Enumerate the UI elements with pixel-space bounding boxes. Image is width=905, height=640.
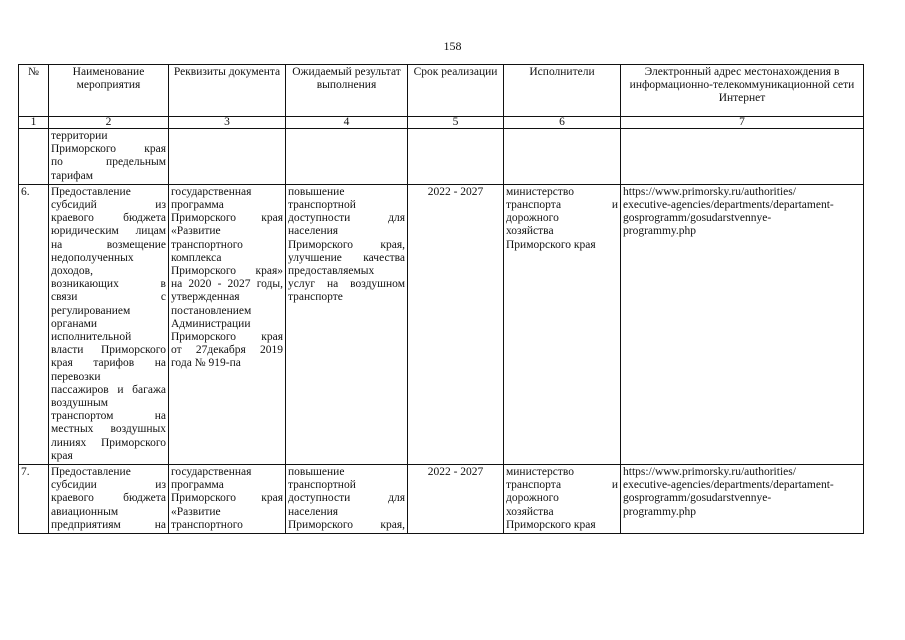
text-line: Приморского края — [171, 212, 283, 225]
text-line: на возмещение — [51, 238, 166, 251]
text-line: транспортного — [171, 238, 243, 251]
text-line: края — [51, 449, 73, 462]
text-line: транспортом на — [51, 410, 166, 423]
text-line: транспорта и — [506, 199, 618, 212]
text-line: тарифам — [51, 169, 94, 182]
text-line: по предельным — [51, 156, 166, 169]
text-line: хозяйства — [506, 225, 554, 238]
text-line: доступности для — [288, 212, 405, 225]
cell-name — [49, 129, 169, 185]
text-line: доступности для — [288, 492, 405, 505]
header-cell-result: Ожидаемый результат выполнения — [286, 65, 408, 117]
text-line: возникающих в — [51, 278, 166, 291]
text-line: Приморского края — [506, 238, 596, 251]
cell-result — [286, 129, 408, 185]
column-number: 7 — [621, 117, 864, 129]
text-line: субсидии из — [51, 479, 166, 492]
text-line: программа — [171, 199, 224, 212]
text-line: доходов, — [51, 265, 93, 278]
url-line: programmy.php — [623, 225, 697, 238]
text-line: министерство — [506, 185, 574, 198]
header-cell-name: Наименование мероприятия — [49, 65, 169, 117]
table-row-continuation — [19, 129, 864, 185]
text-line: пассажиров и багажа — [51, 383, 166, 396]
text-line: предприятиям на — [51, 518, 166, 531]
text-line: предоставляемых — [288, 265, 375, 278]
text-line: дорожного — [506, 212, 559, 225]
measures-table — [18, 64, 864, 534]
page-number: 158 — [443, 39, 462, 53]
text-line: постановлением — [171, 304, 252, 317]
text-line: Предоставление — [51, 185, 131, 198]
text-line: органами — [51, 317, 98, 330]
text-line: авиационным — [51, 505, 119, 518]
text-line: государственная — [171, 185, 252, 198]
text-line: «Развитие — [171, 505, 221, 518]
header-cell-period: Срок реализации — [408, 65, 504, 117]
text-line: министерство — [506, 466, 574, 479]
text-line: «Развитие — [171, 225, 221, 238]
text-line: регулированием — [51, 304, 131, 317]
header-cell-url: Электронный адрес местонахождения в информационно-телекоммуникационной сети Интернет — [621, 65, 864, 117]
column-number: 1 — [19, 117, 49, 129]
text-line: Приморского края, — [288, 518, 405, 531]
url-line: executive-agencies/departments/departament- — [623, 199, 834, 212]
url-line: https://www.primorsky.ru/authorities/ — [623, 185, 796, 198]
text-line: юридическим лицам — [51, 225, 166, 238]
cell-result — [286, 184, 408, 464]
text-line: Приморского края» — [171, 265, 283, 278]
header-cell-document: Реквизиты документа — [169, 65, 286, 117]
text-line: государственная — [171, 466, 252, 479]
cell-executors — [504, 129, 621, 185]
url-line: https://www.primorsky.ru/authorities/ — [623, 466, 796, 479]
text-line: недополученных — [51, 251, 134, 264]
cell-document — [169, 184, 286, 464]
text-line: населения — [288, 505, 339, 518]
text-line: линиях Приморского — [51, 436, 166, 449]
cell-number: 6. — [19, 184, 49, 464]
text-line: субсидий из — [51, 199, 166, 212]
table-row — [19, 465, 864, 534]
cell-name — [49, 184, 169, 464]
text-line: улучшение качества — [288, 251, 405, 264]
text-line: воздушным — [51, 397, 109, 410]
url-line: programmy.php — [623, 505, 697, 518]
text-line: Приморского края — [171, 331, 283, 344]
header-cell-number: № — [19, 65, 49, 117]
text-line: Приморского края — [506, 518, 596, 531]
text-line: транспортной — [288, 479, 356, 492]
cell-number: 7. — [19, 465, 49, 534]
text-line: перевозки — [51, 370, 101, 383]
cell-url — [621, 184, 864, 464]
text-line: на 2020 - 2027 годы, — [171, 278, 283, 291]
cell-period: 2022 - 2027 — [408, 184, 504, 464]
column-number: 5 — [408, 117, 504, 129]
column-number: 4 — [286, 117, 408, 129]
cell-number — [19, 129, 49, 185]
cell-name — [49, 465, 169, 534]
column-number: 3 — [169, 117, 286, 129]
text-line: Приморского края — [51, 143, 166, 156]
text-line: транспортной — [288, 199, 356, 212]
text-line: от 27декабря 2019 — [171, 344, 283, 357]
text-line: Предоставление — [51, 466, 131, 479]
cell-period: 2022 - 2027 — [408, 465, 504, 534]
text-line: связи с — [51, 291, 166, 304]
text-line: дорожного — [506, 492, 559, 505]
text-line: края тарифов на — [51, 357, 166, 370]
text-line: повышение — [288, 466, 345, 479]
text-line: транспорте — [288, 291, 343, 304]
text-line: комплекса — [171, 251, 222, 264]
text-line: власти Приморского — [51, 344, 166, 357]
header-row — [19, 65, 864, 117]
text-line: местных воздушных — [51, 423, 166, 436]
cell-executors — [504, 465, 621, 534]
text-line: транспорта и — [506, 479, 618, 492]
column-number: 2 — [49, 117, 169, 129]
text-line: населения — [288, 225, 339, 238]
text-line: транспортного — [171, 518, 243, 531]
text-line: услуг на воздушном — [288, 278, 405, 291]
text-line: Администрации — [171, 317, 251, 330]
url-line: gosprogramm/gosudarstvennye- — [623, 492, 772, 505]
text-line: исполнительной — [51, 331, 132, 344]
url-line: executive-agencies/departments/departament- — [623, 479, 834, 492]
header-cell-executors: Исполнители — [504, 65, 621, 117]
column-number: 6 — [504, 117, 621, 129]
text-line: краевого бюджета — [51, 492, 166, 505]
text-line: повышение — [288, 185, 345, 198]
cell-url — [621, 129, 864, 185]
text-line: года № 919-па — [171, 357, 241, 370]
cell-url — [621, 465, 864, 534]
text-line: Приморского края, — [288, 238, 405, 251]
text-line: программа — [171, 479, 224, 492]
text-line: хозяйства — [506, 505, 554, 518]
table-row — [19, 184, 864, 464]
cell-executors — [504, 184, 621, 464]
cell-document — [169, 129, 286, 185]
cell-period — [408, 129, 504, 185]
text-line: территории — [51, 130, 108, 142]
text-line: краевого бюджета — [51, 212, 166, 225]
text-line: утвержденная — [171, 291, 240, 304]
cell-result — [286, 465, 408, 534]
url-line: gosprogramm/gosudarstvennye- — [623, 212, 772, 225]
column-number-row — [19, 117, 864, 129]
cell-document — [169, 465, 286, 534]
text-line: Приморского края — [171, 492, 283, 505]
